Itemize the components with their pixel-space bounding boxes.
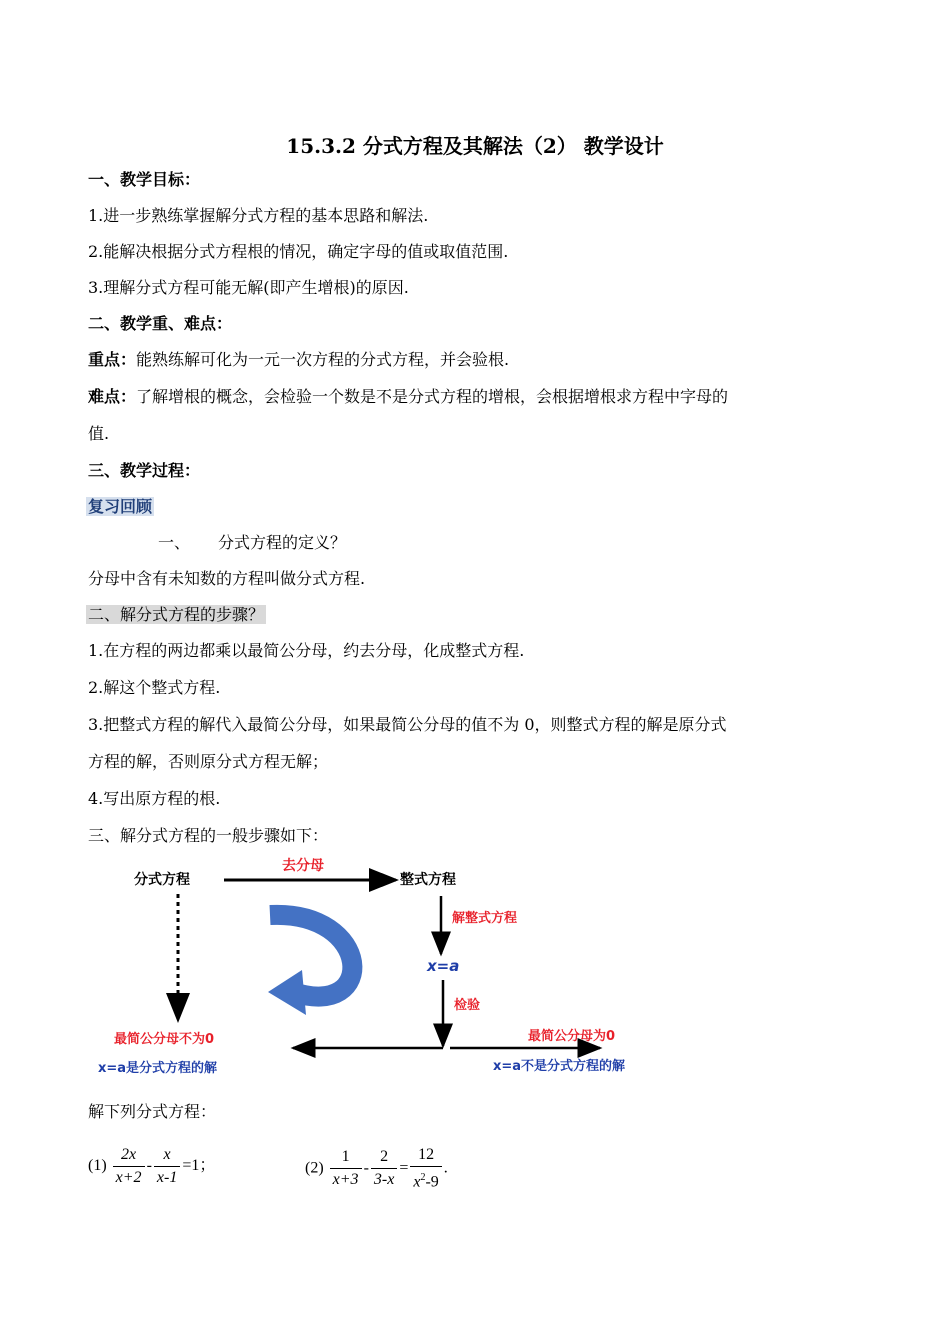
step-item: 4.写出原方程的根.: [88, 789, 221, 808]
fraction: $\frac{2}{3-x}$: [371, 1146, 397, 1191]
label-solve-integral: 解整式方程: [452, 911, 518, 926]
q3-text: 三、解分式方程的一般步骤如下：: [88, 826, 329, 845]
difficulty-label: 难点：: [88, 387, 137, 406]
exercise-2-label: (2): [305, 1159, 324, 1177]
fraction: $\frac{12}{x^2-9}$: [410, 1144, 441, 1193]
solution-flow-diagram: [88, 850, 708, 1090]
key-heading: 二、教学重、难点：: [88, 314, 233, 333]
label-check: 检验: [454, 998, 481, 1013]
review-label: 复习回顾: [88, 497, 153, 516]
exercise-2: (2) $\frac{1}{x+3}$ - $\frac{2}{3-x}$ = $\frac{12}{x^2-9}$ .: [305, 1144, 448, 1193]
exercise-1: (1) $\frac{2x}{x+2}$ - $\frac{x}{x-1}$ =1；: [88, 1144, 215, 1189]
difficulty-text: 了解增根的概念，会检验一个数是不是分式方程的增根，会根据增根求方程中字母的: [136, 387, 729, 406]
key-label: 重点：: [88, 350, 137, 369]
curved-arrow-head-icon: [268, 970, 306, 1015]
label-is-solution: x=a是分式方程的解: [98, 1061, 218, 1076]
q1-number: 一、: [158, 533, 191, 552]
difficulty-point: [88, 387, 728, 407]
process-heading: 三、教学过程：: [88, 461, 201, 480]
label-not-solution: x=a不是分式方程的解: [493, 1059, 626, 1074]
page-title: 15.3.2 分式方程及其解法（2） 教学设计: [286, 134, 664, 158]
step-item: 1.在方程的两边都乘以最简公分母，约去分母，化成整式方程.: [88, 641, 525, 660]
node-fractional-equation: 分式方程: [134, 872, 190, 888]
difficulty-text-cont: 值.: [88, 424, 110, 443]
key-point: [88, 350, 509, 370]
node-integral-equation: 整式方程: [400, 872, 456, 888]
q1-text: 分式方程的定义？: [218, 533, 347, 552]
goal-item: 2.能解决根据分式方程根的情况，确定字母的值或取值范围.: [88, 242, 509, 261]
exercise-1-label: (1): [88, 1157, 107, 1175]
step-item: 方程的解，否则原分式方程无解；: [88, 752, 329, 771]
label-lcd-not-zero: 最简公分母不为0: [114, 1032, 215, 1047]
fraction: $\frac{x}{x-1}$: [154, 1144, 180, 1189]
a1-text: 分母中含有未知数的方程叫做分式方程.: [88, 569, 366, 588]
step-item: 3.把整式方程的解代入最简公分母，如果最简公分母的值不为 0，则整式方程的解是原分式: [88, 715, 727, 734]
fraction: $\frac{1}{x+3}$: [330, 1146, 362, 1191]
goals-heading: 一、教学目标：: [88, 170, 201, 189]
fraction: $\frac{2x}{x+2}$: [113, 1144, 145, 1189]
node-x-eq-a: x=a: [427, 957, 460, 975]
q2-text: 二、解分式方程的步骤？: [88, 605, 265, 624]
key-text: 能熟练解可化为一元一次方程的分式方程，并会验根.: [136, 350, 510, 369]
exercise-heading: 解下列分式方程：: [88, 1102, 217, 1121]
label-lcd-zero: 最简公分母为0: [528, 1029, 616, 1044]
label-remove-denominator: 去分母: [282, 858, 324, 874]
goal-item: 1.进一步熟练掌握解分式方程的基本思路和解法.: [88, 206, 429, 225]
goal-item: 3.理解分式方程可能无解(即产生增根)的原因.: [88, 278, 409, 297]
step-item: 2.解这个整式方程.: [88, 678, 221, 697]
